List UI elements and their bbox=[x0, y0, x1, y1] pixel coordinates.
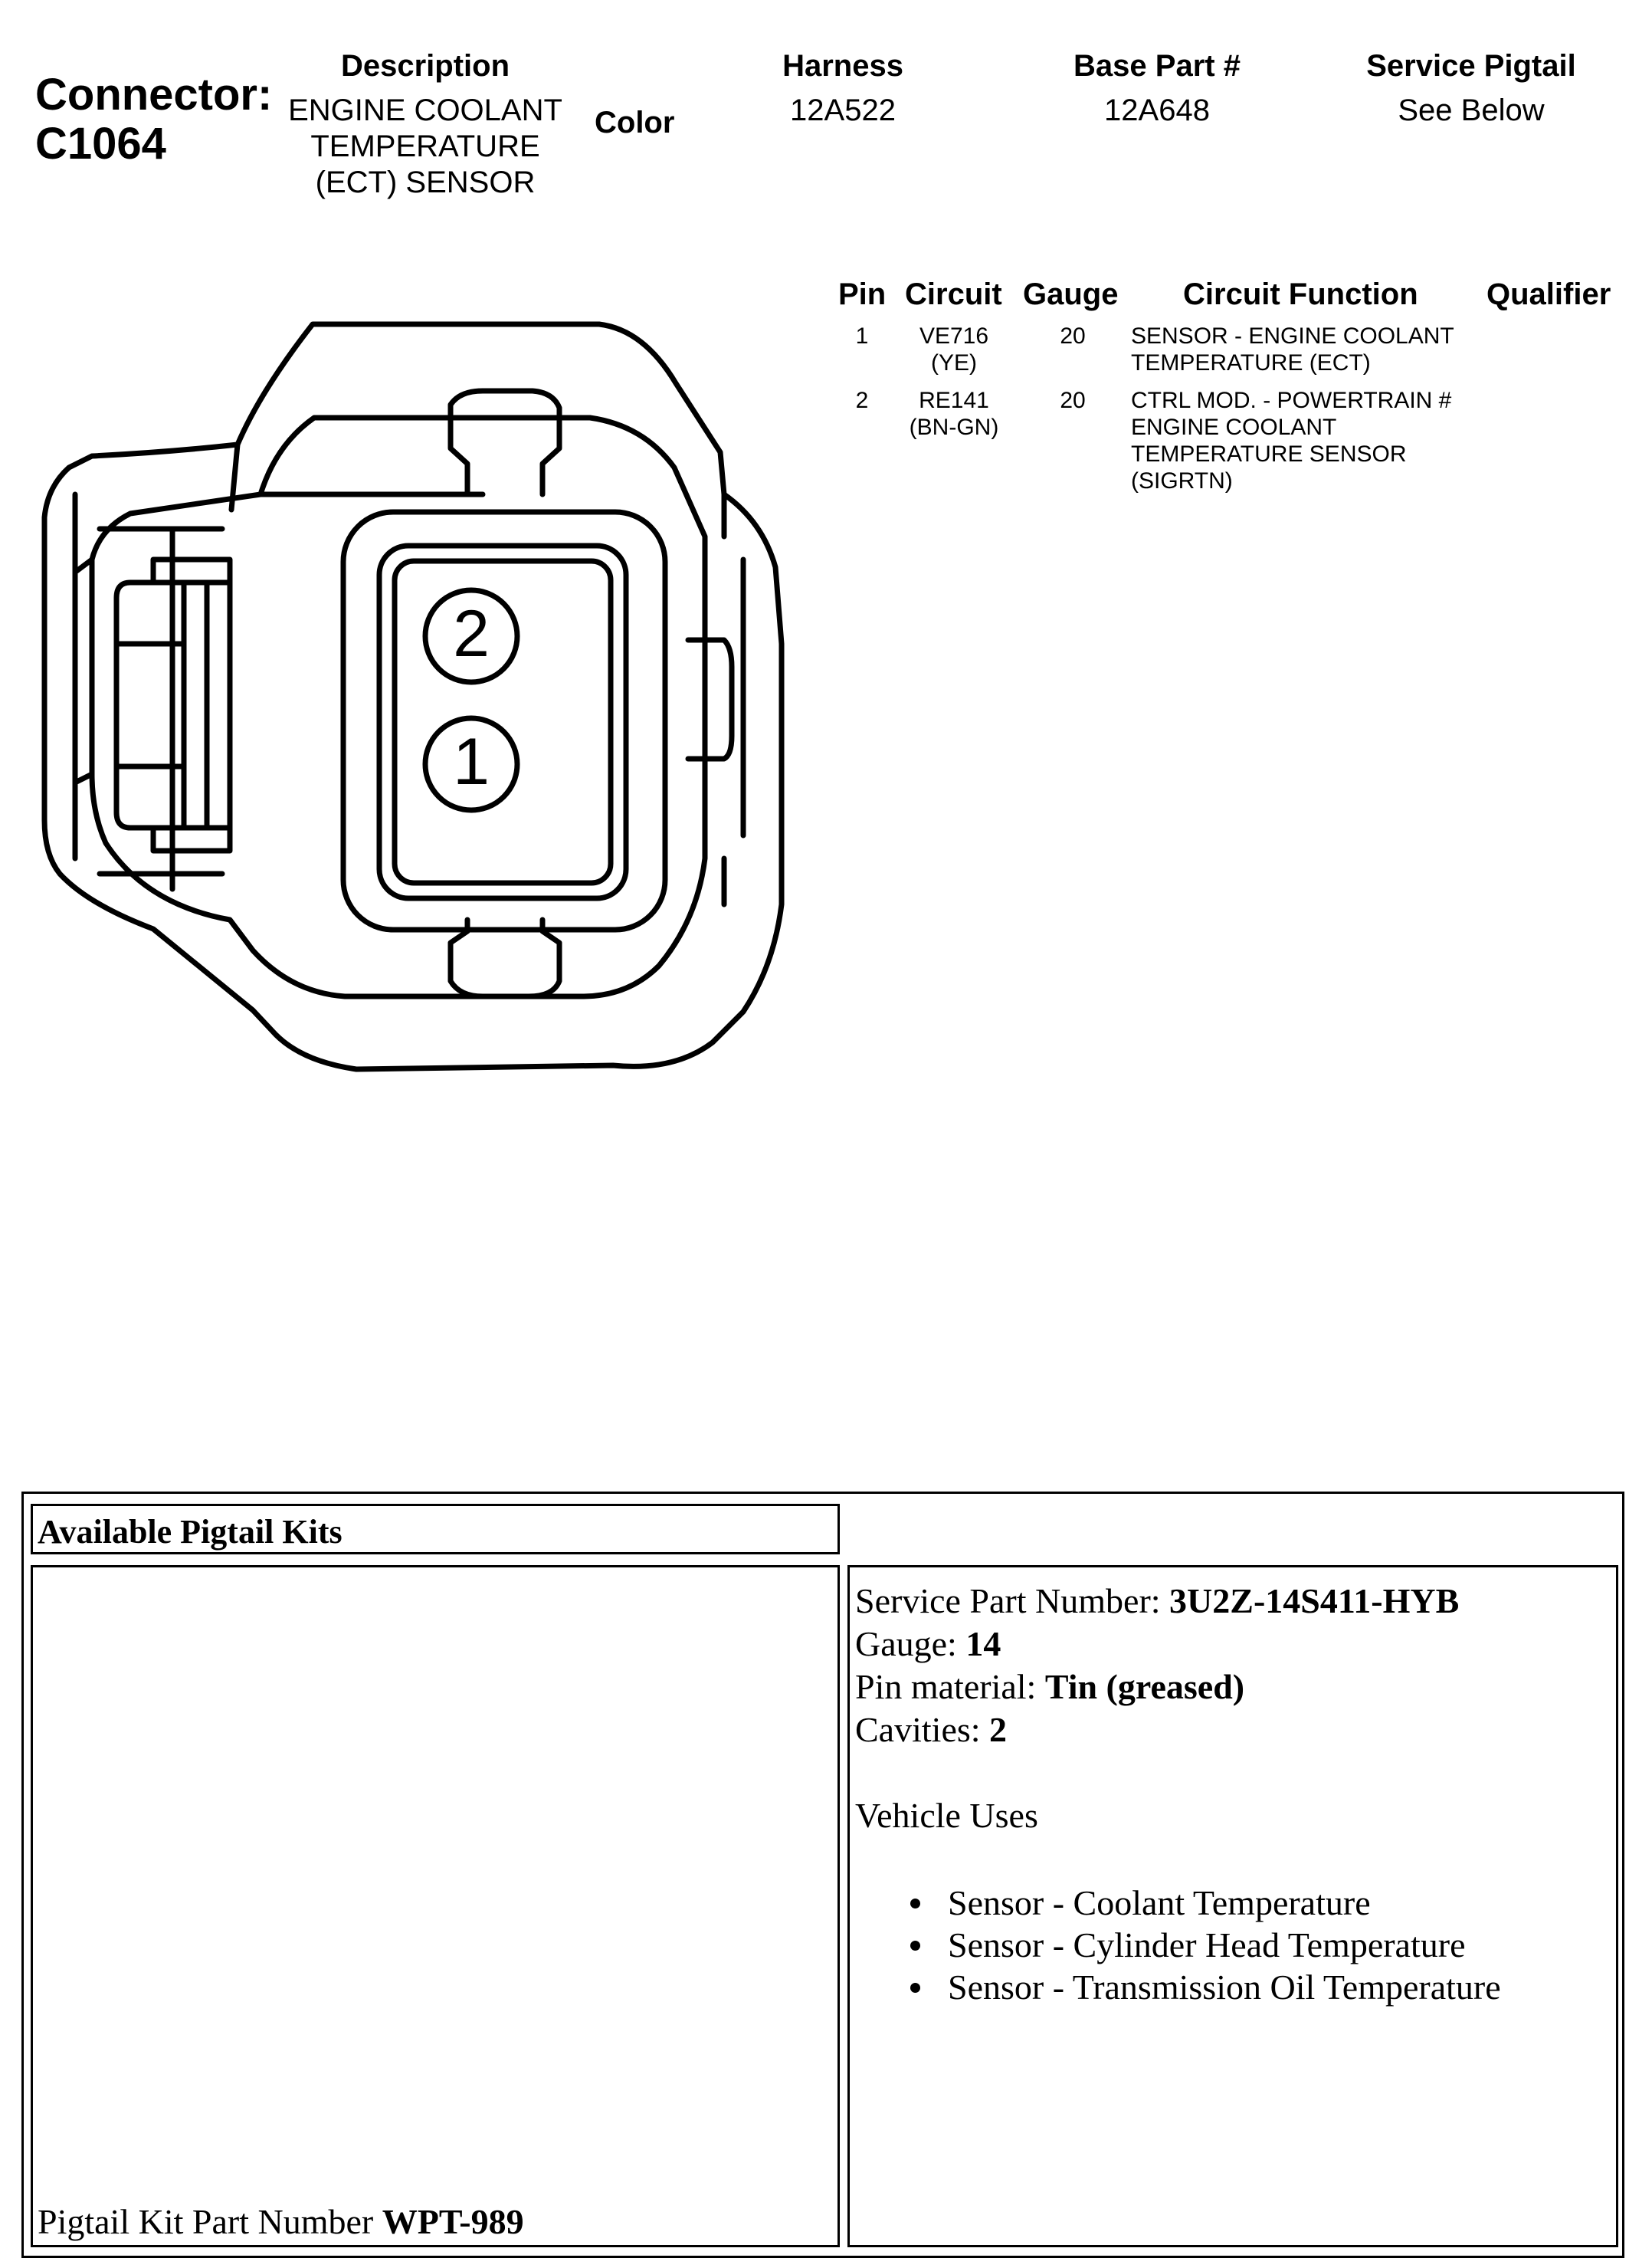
bullet-icon bbox=[910, 1983, 920, 1993]
pigtail-kit-cell bbox=[31, 1565, 840, 2247]
pin-table-header-qualifier: Qualifier bbox=[1486, 277, 1611, 311]
spec-value: 14 bbox=[965, 1624, 1001, 1663]
spec-pin-material bbox=[855, 1666, 1501, 1708]
spec-value: 2 bbox=[989, 1710, 1008, 1749]
pigtail-specs bbox=[855, 1580, 1501, 2008]
latch-hook bbox=[153, 828, 230, 851]
spec-value: Tin (greased) bbox=[1044, 1667, 1245, 1706]
service-pigtail-value: See Below bbox=[1398, 94, 1545, 127]
pin-table-cell-gauge: 20 bbox=[1060, 323, 1086, 349]
circuit-line: VE716 bbox=[919, 323, 989, 349]
vehicle-uses-heading: Vehicle Uses bbox=[855, 1796, 1038, 1835]
vehicle-use-text: Sensor - Cylinder Head Temperature bbox=[948, 1925, 1466, 1964]
function-line: (SIGRTN) bbox=[1131, 468, 1233, 494]
cavity-block-outer bbox=[343, 512, 665, 930]
vehicle-use-item bbox=[910, 1882, 1501, 1924]
spec-label: Service Part Number: bbox=[855, 1581, 1170, 1620]
function-line: CTRL MOD. - POWERTRAIN # bbox=[1131, 388, 1452, 413]
harness-value: 12A522 bbox=[790, 94, 896, 127]
pin-table-header-function: Circuit Function bbox=[1183, 277, 1418, 311]
spec-service-part-number bbox=[855, 1580, 1501, 1623]
spec-cavities bbox=[855, 1708, 1501, 1751]
base-part-value: 12A648 bbox=[1104, 94, 1210, 127]
pigtail-kit-value: WPT-989 bbox=[382, 2202, 524, 2241]
vehicle-uses-list bbox=[910, 1882, 1501, 2008]
pin-1-label: 1 bbox=[453, 725, 490, 799]
description-line: TEMPERATURE bbox=[310, 130, 540, 163]
circuit-line: RE141 bbox=[919, 388, 989, 413]
spec-label: Gauge: bbox=[855, 1624, 966, 1663]
circuit-line: (BN-GN) bbox=[909, 415, 999, 440]
pin-table-cell-circuit bbox=[889, 323, 1019, 376]
pin-table-cell-circuit bbox=[889, 387, 1019, 441]
service-pigtail-header: Service Pigtail bbox=[1366, 49, 1576, 83]
vehicle-use-text: Sensor - Coolant Temperature bbox=[948, 1883, 1371, 1922]
housing-outer-outline bbox=[44, 324, 782, 1069]
connector-face-diagram bbox=[31, 307, 797, 1104]
cavity-block-core bbox=[395, 561, 611, 883]
pin-table-cell-pin: 1 bbox=[855, 323, 869, 349]
connector-id: C1064 bbox=[35, 119, 166, 169]
cavity-block-inner bbox=[379, 546, 626, 898]
function-line: TEMPERATURE (ECT) bbox=[1131, 350, 1371, 376]
color-header: Color bbox=[595, 106, 675, 139]
vehicle-use-text: Sensor - Transmission Oil Temperature bbox=[948, 1968, 1501, 2007]
pigtail-title-cell bbox=[31, 1504, 840, 1554]
pigtail-spec-cell bbox=[847, 1565, 1618, 2247]
spec-value: 3U2Z-14S411-HYB bbox=[1169, 1581, 1460, 1620]
latch-hook bbox=[153, 560, 230, 583]
bullet-icon bbox=[910, 1899, 920, 1908]
base-part-header: Base Part # bbox=[1073, 49, 1241, 83]
description-line: ENGINE COOLANT bbox=[288, 94, 562, 127]
connector-heading bbox=[35, 71, 272, 169]
pigtail-kit-label: Pigtail Kit Part Number bbox=[38, 2202, 382, 2241]
vehicle-use-item bbox=[910, 1924, 1501, 1966]
pin-table-cell-pin: 2 bbox=[855, 388, 869, 413]
pin-table-header-pin: Pin bbox=[838, 277, 887, 311]
function-line: ENGINE COOLANT bbox=[1131, 415, 1337, 440]
pigtail-title: Available Pigtail Kits bbox=[38, 1513, 343, 1551]
pin-table-cell-function bbox=[1131, 387, 1451, 494]
pin-table-cell-function bbox=[1131, 323, 1454, 376]
pin-2-label: 2 bbox=[453, 597, 490, 671]
connector-label: Connector: bbox=[35, 70, 273, 120]
description-line: (ECT) SENSOR bbox=[315, 166, 536, 199]
description-value bbox=[272, 93, 579, 201]
spec-label: Cavities: bbox=[855, 1710, 990, 1749]
spec-gauge bbox=[855, 1623, 1501, 1666]
pin-table-cell-gauge: 20 bbox=[1060, 388, 1086, 413]
harness-header: Harness bbox=[782, 49, 903, 83]
pin-table-header-circuit: Circuit bbox=[905, 277, 1002, 311]
pin-table-header-gauge: Gauge bbox=[1023, 277, 1119, 311]
function-line: TEMPERATURE SENSOR bbox=[1131, 441, 1407, 467]
spec-label: Pin material: bbox=[855, 1667, 1045, 1706]
top-key bbox=[451, 391, 559, 494]
description-header: Description bbox=[340, 49, 510, 83]
bullet-icon bbox=[910, 1941, 920, 1951]
right-key bbox=[688, 640, 732, 759]
pigtail-kit-part-number bbox=[38, 2201, 524, 2242]
vehicle-use-item bbox=[910, 1966, 1501, 2008]
circuit-line: (YE) bbox=[931, 350, 977, 376]
function-line: SENSOR - ENGINE COOLANT bbox=[1131, 323, 1454, 349]
